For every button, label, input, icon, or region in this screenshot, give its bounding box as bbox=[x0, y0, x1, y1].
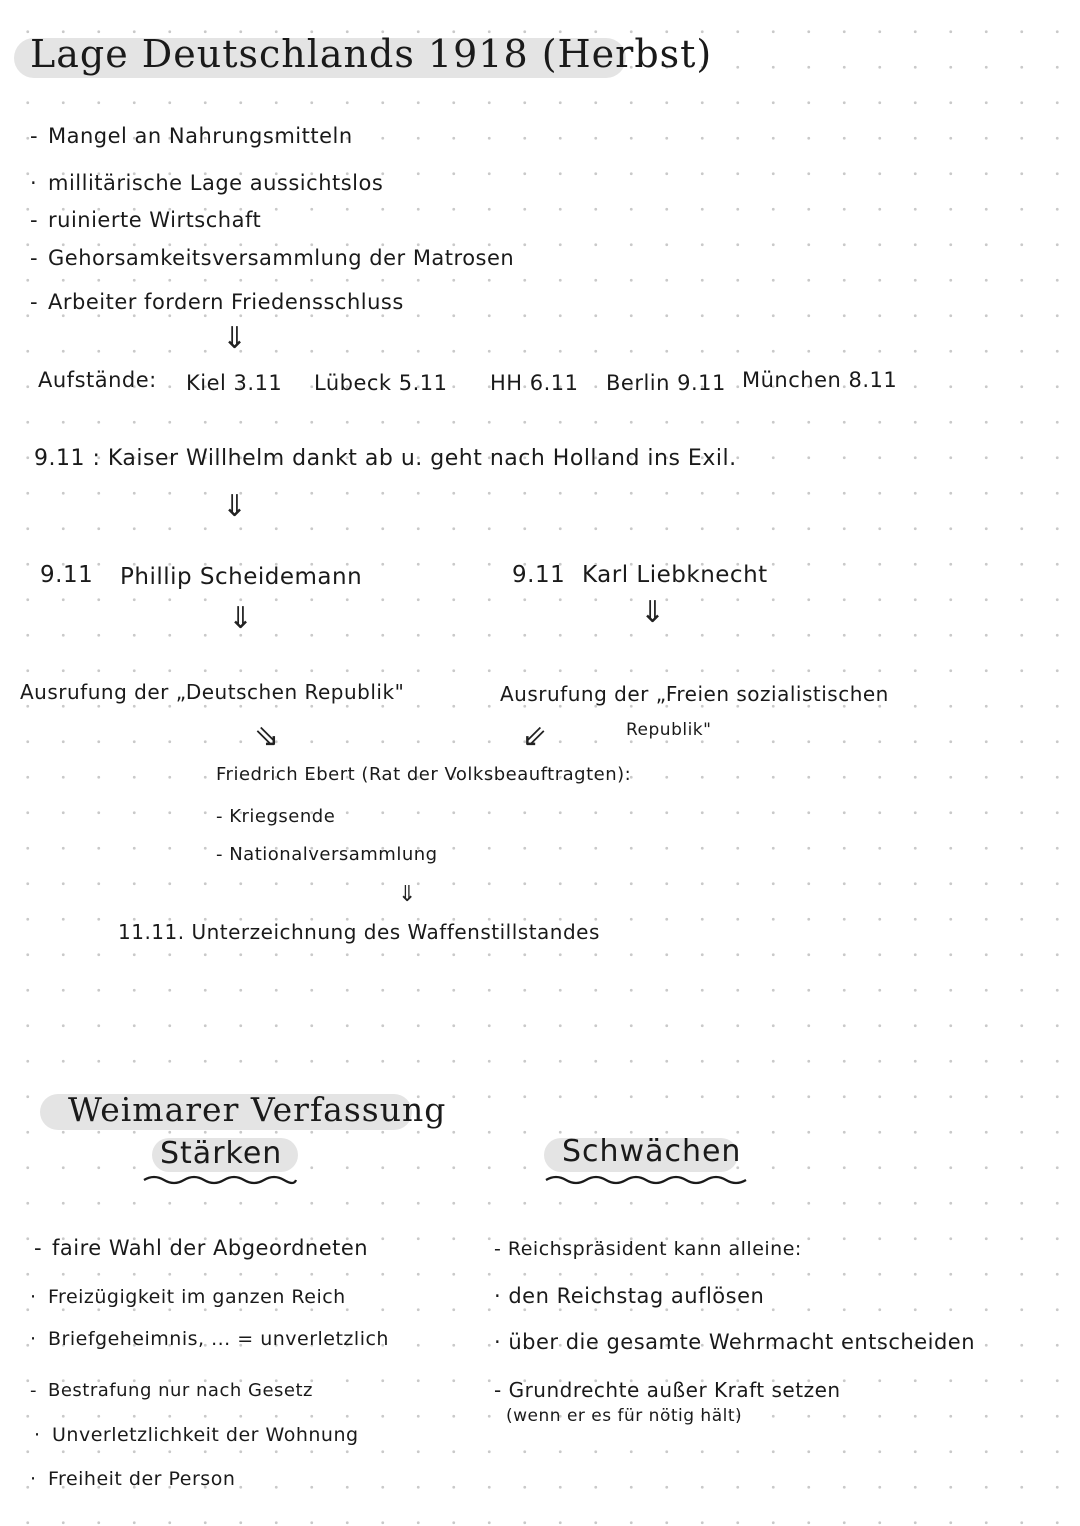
weakness-item: - Grundrechte außer Kraft setzen bbox=[494, 1378, 841, 1402]
uprisings-label: Aufstände: bbox=[38, 368, 157, 392]
bullet-text: Arbeiter fordern Friedensschluss bbox=[48, 290, 404, 314]
bullet-item: - Gehorsamkeitsversammlung der Matrosen bbox=[30, 246, 515, 270]
bullet-text: Gehorsamkeitsversammlung der Matrosen bbox=[48, 246, 515, 270]
strength-text: Briefgeheimnis, ... = unverletzlich bbox=[48, 1328, 389, 1350]
strength-item: - Bestrafung nur nach Gesetz bbox=[30, 1380, 313, 1401]
strengths-heading: Stärken bbox=[160, 1136, 283, 1171]
bullet-text: millitärische Lage aussichtslos bbox=[48, 171, 384, 195]
liebknecht-name: Karl Liebknecht bbox=[582, 562, 768, 588]
bullet-item: - ruinierte Wirtschaft bbox=[30, 208, 262, 232]
strength-text: Unverletzlichkeit der Wohnung bbox=[52, 1424, 359, 1446]
ebert-item: - Kriegsende bbox=[216, 806, 336, 827]
down-arrow-icon: ⇓ bbox=[222, 321, 248, 356]
bullet-item: - Arbeiter fordern Friedensschluss bbox=[30, 290, 404, 314]
kaiser-abdication: 9.11 : Kaiser Willhelm dankt ab u. geht nach Holland ins Exil. bbox=[34, 446, 737, 471]
section-title: Weimarer Verfassung bbox=[68, 1090, 447, 1129]
weakness-item: · über die gesamte Wehrmacht entscheiden bbox=[494, 1330, 976, 1354]
armistice-line: 11.11. Unterzeichnung des Waffenstillstandes bbox=[118, 920, 600, 944]
strength-text: Freiheit der Person bbox=[48, 1468, 236, 1490]
strength-text: Bestrafung nur nach Gesetz bbox=[48, 1380, 313, 1401]
weakness-item: - Reichspräsident kann alleine: bbox=[494, 1238, 802, 1260]
strength-item: · Freiheit der Person bbox=[30, 1468, 236, 1490]
squiggle-underline bbox=[544, 1172, 750, 1188]
strength-item: · Briefgeheimnis, ... = unverletzlich bbox=[30, 1328, 389, 1350]
scheidemann-date: 9.11 bbox=[40, 562, 94, 588]
socialist-proclamation-line2: Republik" bbox=[626, 720, 712, 740]
strength-text: faire Wahl der Abgeordneten bbox=[52, 1236, 369, 1260]
uprising-item: München 8.11 bbox=[742, 368, 898, 392]
down-arrow-icon: ⇓ bbox=[228, 601, 254, 636]
page-title: Lage Deutschlands 1918 (Herbst) bbox=[30, 32, 713, 76]
bullet-text: Mangel an Nahrungsmitteln bbox=[48, 124, 353, 148]
strength-item: · Freizügigkeit im ganzen Reich bbox=[30, 1286, 346, 1308]
uprising-item: Lübeck 5.11 bbox=[314, 371, 448, 395]
arrow-down-left-icon: ⇙ bbox=[522, 719, 548, 754]
socialist-proclamation-line1: Ausrufung der „Freien sozialistischen bbox=[500, 682, 889, 706]
bullet-text: ruinierte Wirtschaft bbox=[48, 208, 262, 232]
republic-proclamation: Ausrufung der „Deutschen Republik" bbox=[20, 680, 405, 704]
uprising-item: Berlin 9.11 bbox=[606, 371, 726, 395]
arrow-down-right-icon: ⇘ bbox=[254, 719, 280, 754]
uprising-item: Kiel 3.11 bbox=[186, 371, 283, 395]
weakness-item: · den Reichstag auflösen bbox=[494, 1284, 765, 1308]
uprising-item: HH 6.11 bbox=[490, 371, 579, 395]
down-arrow-icon: ⇓ bbox=[398, 882, 417, 907]
scheidemann-name: Phillip Scheidemann bbox=[120, 564, 363, 590]
ebert-item: - Nationalversammlung bbox=[216, 844, 438, 865]
bullet-item: - Mangel an Nahrungsmitteln bbox=[30, 124, 353, 148]
down-arrow-icon: ⇓ bbox=[640, 595, 666, 630]
strength-text: Freizügigkeit im ganzen Reich bbox=[48, 1286, 346, 1308]
weakness-note: (wenn er es für nötig hält) bbox=[506, 1406, 743, 1426]
ebert-heading: Friedrich Ebert (Rat der Volksbeauftragten): bbox=[216, 764, 632, 785]
strength-item: - faire Wahl der Abgeordneten bbox=[34, 1236, 369, 1260]
squiggle-underline bbox=[142, 1172, 298, 1188]
weaknesses-heading: Schwächen bbox=[562, 1134, 742, 1169]
down-arrow-icon: ⇓ bbox=[222, 489, 248, 524]
strength-item: · Unverletzlichkeit der Wohnung bbox=[34, 1424, 359, 1446]
liebknecht-date: 9.11 bbox=[512, 562, 566, 588]
bullet-item: · millitärische Lage aussichtslos bbox=[30, 171, 384, 195]
